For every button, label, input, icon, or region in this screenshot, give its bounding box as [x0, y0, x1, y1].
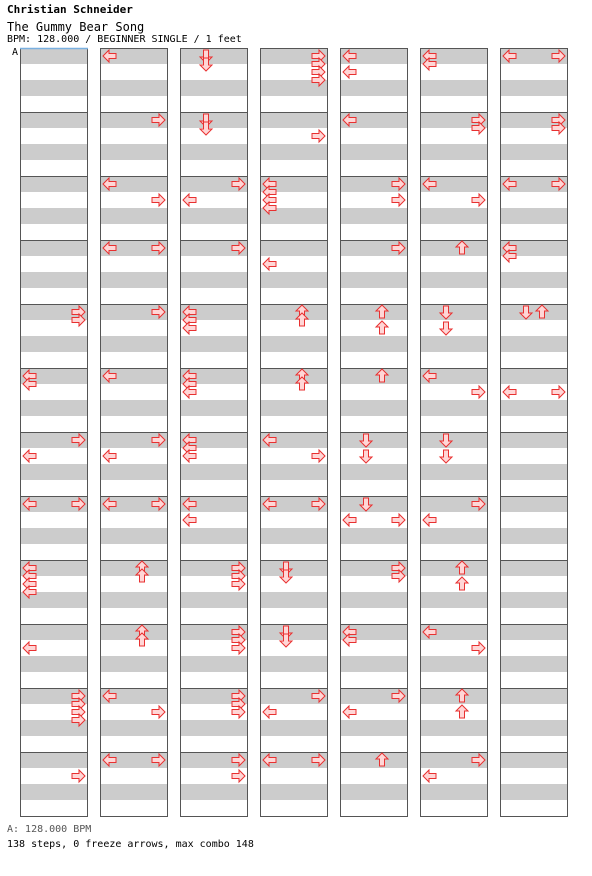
measure-band [500, 496, 568, 512]
step-arrow-right [472, 642, 485, 654]
measure-band [100, 624, 168, 640]
measure-band [420, 560, 488, 576]
chart-column-6 [420, 48, 488, 817]
measure-band [180, 80, 248, 96]
measure-band [500, 400, 568, 416]
measure-band [20, 176, 88, 192]
measure-band [500, 784, 568, 800]
measure-band [180, 208, 248, 224]
measure-band [420, 336, 488, 352]
measure-band [100, 464, 168, 480]
step-arrow-right [312, 450, 325, 462]
step-arrow-left [23, 450, 36, 462]
measure-band [500, 720, 568, 736]
step-arrow-left [423, 514, 436, 526]
measure-band [500, 688, 568, 704]
measure-band [340, 496, 408, 512]
measure-band [420, 240, 488, 256]
measure-band [340, 656, 408, 672]
step-arrow-right [232, 578, 245, 590]
measure-band [260, 272, 328, 288]
measure-band [420, 528, 488, 544]
measure-band [340, 720, 408, 736]
chart-info: BPM: 128.000 / BEGINNER SINGLE / 1 feet [7, 34, 242, 45]
measure-band [500, 368, 568, 384]
measure-band [500, 432, 568, 448]
measure-band [420, 592, 488, 608]
measure-band [260, 592, 328, 608]
measure-band [180, 528, 248, 544]
measure-band [340, 528, 408, 544]
measure-band [340, 304, 408, 320]
step-arrow-up [456, 705, 468, 718]
measure-band [340, 464, 408, 480]
steps-summary: 138 steps, 0 freeze arrows, max combo 148 [7, 839, 254, 850]
measure-band [500, 304, 568, 320]
measure-band [20, 624, 88, 640]
measure-band [500, 560, 568, 576]
step-arrow-left [183, 322, 196, 334]
step-arrow-right [152, 706, 165, 718]
measure-band [100, 560, 168, 576]
measure-band [20, 752, 88, 768]
step-arrow-right [392, 514, 405, 526]
step-arrow-right [232, 642, 245, 654]
step-arrow-left [183, 450, 196, 462]
measure-band [500, 624, 568, 640]
measure-band [20, 336, 88, 352]
measure-band [500, 336, 568, 352]
measure-band [20, 240, 88, 256]
measure-band [260, 528, 328, 544]
measure-band [420, 304, 488, 320]
measure-band [340, 432, 408, 448]
measure-band [100, 208, 168, 224]
measure-band [260, 400, 328, 416]
measure-band [340, 400, 408, 416]
measure-band [260, 336, 328, 352]
measure-band [20, 400, 88, 416]
measure-band [340, 144, 408, 160]
measure-band [340, 592, 408, 608]
measure-band [100, 592, 168, 608]
measure-band [420, 208, 488, 224]
chart-column-4 [260, 48, 328, 817]
measure-band [180, 272, 248, 288]
measure-band [260, 624, 328, 640]
step-arrow-right [72, 770, 85, 782]
step-arrow-left [183, 386, 196, 398]
measure-band [20, 656, 88, 672]
measure-band [180, 400, 248, 416]
measure-band [340, 336, 408, 352]
measure-band [500, 144, 568, 160]
step-arrow-down [440, 450, 452, 463]
measure-band [20, 112, 88, 128]
step-arrow-left [103, 450, 116, 462]
bpm-marker: A [12, 47, 19, 58]
measure-band [420, 272, 488, 288]
measure-band [100, 336, 168, 352]
measure-band [340, 272, 408, 288]
measure-band [20, 48, 88, 64]
measure-band [100, 144, 168, 160]
chart-column-5 [340, 48, 408, 817]
step-arrow-left [23, 642, 36, 654]
song-artist: Christian Schneider [7, 3, 133, 16]
step-arrow-up [456, 577, 468, 590]
measure-band [20, 528, 88, 544]
step-arrow-down [440, 322, 452, 335]
measure-band [420, 656, 488, 672]
measure-band [420, 720, 488, 736]
measure-band [340, 784, 408, 800]
step-arrow-right [312, 130, 325, 142]
measure-band [340, 208, 408, 224]
song-title: The Gummy Bear Song [7, 20, 145, 34]
bpm-summary: A: 128.000 BPM [7, 824, 92, 835]
measure-band [180, 48, 248, 64]
measure-band [420, 784, 488, 800]
measure-band [500, 464, 568, 480]
measure-band [20, 80, 88, 96]
measure-band [500, 528, 568, 544]
measure-band [260, 720, 328, 736]
measure-band [260, 240, 328, 256]
measure-band [180, 464, 248, 480]
measure-band [340, 368, 408, 384]
measure-band [500, 656, 568, 672]
step-arrow-left [263, 706, 276, 718]
measure-band [260, 304, 328, 320]
measure-band [180, 336, 248, 352]
step-arrow-left [183, 194, 196, 206]
measure-band [340, 80, 408, 96]
measure-band [260, 112, 328, 128]
step-arrow-right [232, 770, 245, 782]
measure-band [100, 80, 168, 96]
measure-band [100, 400, 168, 416]
step-arrow-left [423, 770, 436, 782]
step-arrow-right [152, 194, 165, 206]
step-arrow-left [503, 386, 516, 398]
measure-band [260, 144, 328, 160]
measure-band [20, 144, 88, 160]
measure-band [500, 80, 568, 96]
chart-column-2 [100, 48, 168, 817]
measure-band [260, 464, 328, 480]
measure-band [20, 464, 88, 480]
measure-band [20, 208, 88, 224]
measure-band [500, 752, 568, 768]
measure-band [180, 592, 248, 608]
measure-band [500, 208, 568, 224]
measure-band [340, 752, 408, 768]
measure-band [20, 784, 88, 800]
measure-band [260, 560, 328, 576]
measure-band [180, 112, 248, 128]
measure-band [260, 656, 328, 672]
measure-band [100, 784, 168, 800]
measure-band [420, 432, 488, 448]
step-arrow-right [472, 386, 485, 398]
measure-band [500, 592, 568, 608]
measure-band [420, 144, 488, 160]
measure-band [100, 720, 168, 736]
step-arrow-left [343, 514, 356, 526]
measure-band [100, 272, 168, 288]
measure-band [420, 80, 488, 96]
measure-band [100, 528, 168, 544]
step-arrow-left [343, 66, 356, 78]
step-arrow-right [232, 706, 245, 718]
measure-band [180, 656, 248, 672]
step-arrow-down [360, 450, 372, 463]
measure-band [180, 784, 248, 800]
step-arrow-right [392, 194, 405, 206]
measure-band [420, 464, 488, 480]
step-arrow-left [343, 706, 356, 718]
measure-band [500, 272, 568, 288]
step-arrow-left [263, 258, 276, 270]
measure-band [20, 272, 88, 288]
step-arrow-up [376, 321, 388, 334]
measure-band [260, 784, 328, 800]
step-arrow-left [183, 514, 196, 526]
measure-band [260, 368, 328, 384]
chart-column-7 [500, 48, 568, 817]
measure-band [100, 656, 168, 672]
step-arrow-right [552, 386, 565, 398]
measure-band [180, 720, 248, 736]
measure-band [420, 400, 488, 416]
measure-band [180, 144, 248, 160]
step-arrow-right [472, 194, 485, 206]
measure-band [420, 688, 488, 704]
